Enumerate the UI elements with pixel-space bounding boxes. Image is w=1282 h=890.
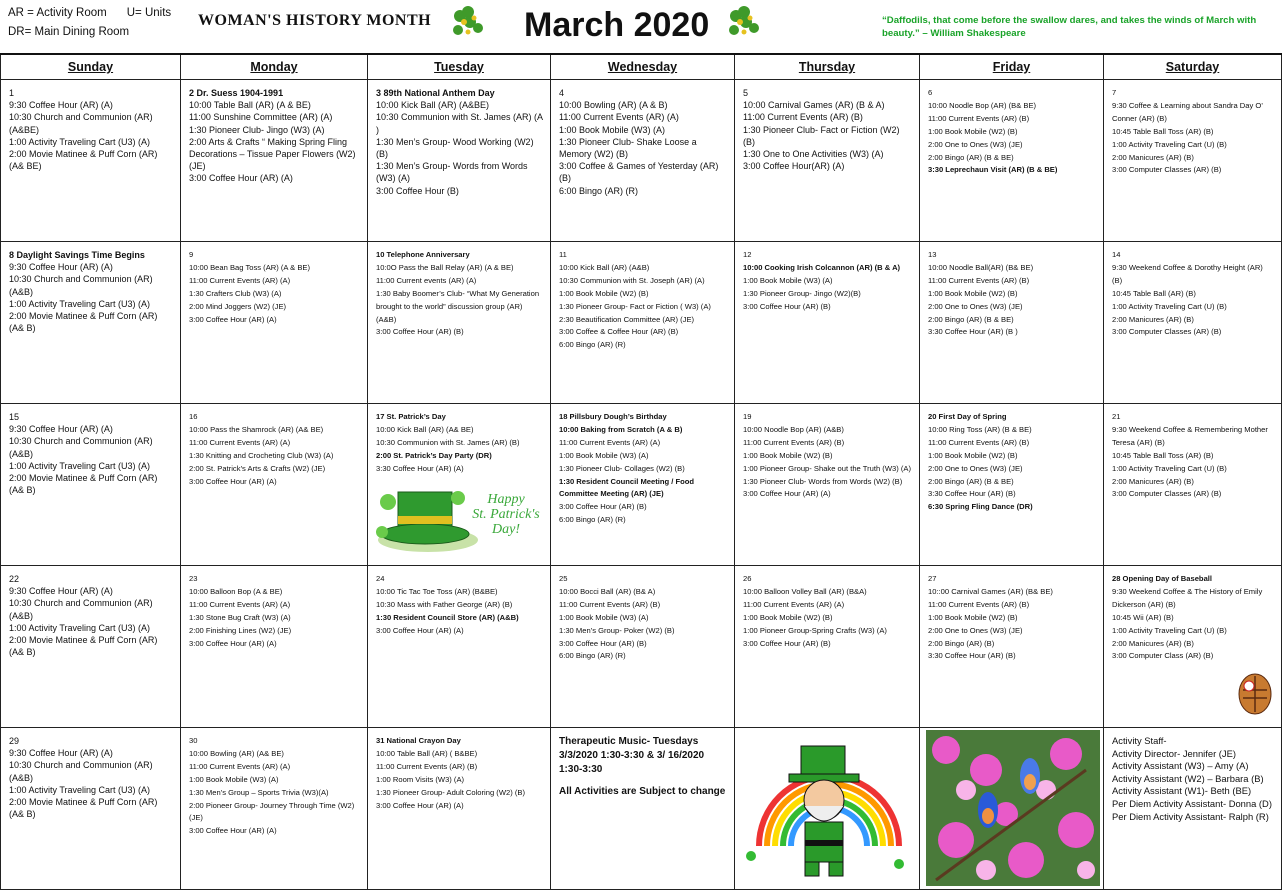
event-line: 1:00 Room Visits (W3) (A)	[376, 774, 465, 784]
event-line: 3:00 Coffee Hour (AR) (B)	[376, 327, 464, 337]
event-line: 1:00 Book Mobile (W3) (A)	[559, 450, 649, 460]
event-line: 10:00 Kick Ball (AR) (A&B)	[559, 262, 650, 272]
staff-line: Activity Assistant (W2) – Barbara (B)	[1112, 772, 1264, 784]
shamrock-icon	[448, 4, 488, 40]
day-cell	[1104, 80, 1282, 242]
event-line: 9:30 Coffee Hour (AR) (A)	[9, 100, 113, 111]
event-line: 2:00 Manicures (AR) (B)	[1112, 476, 1194, 486]
weekday-thursday: Thursday	[735, 54, 920, 80]
day-number: 25	[559, 574, 568, 583]
event-line: 2:00 Mind Joggers (W2) (JE)	[189, 301, 287, 311]
st-patricks-hat-picture	[372, 482, 544, 556]
event-line: 2:00 One to Ones (W3) (JE)	[928, 301, 1023, 311]
day-number: 16	[189, 412, 198, 421]
day-number: 19	[743, 412, 752, 421]
event-line: 11:00 Current Events (AR) (A)	[743, 599, 845, 609]
day-number: 21	[1112, 412, 1121, 421]
day-number: 12	[743, 250, 752, 259]
day-number: 20 First Day of Spring	[928, 412, 1007, 421]
day-cell	[1, 80, 181, 242]
music-note: Therapeutic Music- Tuesdays 3/3/2020 1:30-3:30 & 3/ 16/2020 1:30-3:30	[559, 736, 705, 775]
day-cell	[551, 566, 735, 728]
event-line: 10:30 Mass with Father George (AR) (B)	[376, 599, 513, 609]
weekday-sunday: Sunday	[1, 54, 181, 80]
event-line: 11:00 Current Events (AR) (B)	[559, 599, 661, 609]
staff-line: Activity Assistant (W3) – Amy (A)	[1112, 760, 1249, 772]
week-row	[1, 80, 1282, 242]
event-line: 3:00 Coffee Hour (AR) (B)	[559, 502, 647, 512]
day-number: 15	[9, 412, 20, 422]
staff-line: Per Diem Activity Assistant- Ralph (R)	[1112, 810, 1269, 822]
event-line: 3:00 Coffee Hour (AR) (A)	[376, 800, 464, 810]
day-number: 24	[376, 574, 385, 583]
day-number: 31 National Crayon Day	[376, 736, 461, 745]
event-line: 10::00 Carnival Games (AR) (B& BE)	[928, 586, 1053, 596]
event-line: 1:30 Resident Council Store (AR) (A&B)	[376, 612, 519, 622]
day-number: 7	[1112, 88, 1117, 97]
event-line: 6:00 Bingo (AR) (R)	[559, 185, 639, 196]
event-line: 2:00 Movie Matinee & Puff Corn (AR) (A& B)	[9, 473, 158, 496]
event-line: 2:00 One to Ones (W3) (JE)	[928, 139, 1023, 149]
calendar-grid	[0, 53, 1282, 890]
event-line: 1:00 Pioneer Group- Shake out the Truth (W3) (A)	[743, 463, 911, 473]
day-number: 13	[928, 250, 937, 259]
day-cell	[368, 728, 551, 890]
event-line: 6:00 Bingo (AR) (R)	[559, 515, 626, 525]
day-number: 10 Telephone Anniversary	[376, 250, 470, 259]
birds-picture	[926, 730, 1100, 886]
event-line: 1:00 Book Mobile (W2) (B)	[928, 288, 1018, 298]
day-cell	[920, 566, 1104, 728]
event-line: 2:00 Finishing Lines (W2) (JE)	[189, 625, 292, 635]
event-line: 1:30 Pioneer Group- Fact or Fiction ( W3) (A)	[559, 301, 711, 311]
event-line: 1:00 Activity Traveling Cart (U) (B)	[1112, 301, 1227, 311]
event-line: 1:30 Men’s Group – Sports Trivia (W3)(A)	[189, 787, 329, 797]
week-row	[1, 566, 1282, 728]
event-line: 6:00 Bingo (AR) (R)	[559, 651, 626, 661]
day-number: 1	[9, 88, 15, 98]
theme-heading: WOMAN'S HISTORY MONTH	[198, 12, 432, 29]
weekday-saturday: Saturday	[1104, 54, 1282, 80]
event-line: 10:00 Noodle Ball(AR) (B& BE)	[928, 262, 1034, 272]
day-cell	[1, 566, 181, 728]
weekday-tuesday: Tuesday	[368, 54, 551, 80]
weekday-friday: Friday	[920, 54, 1104, 80]
day-cell	[1, 728, 181, 890]
event-line: 2:00 St. Patrick’s Day Party (DR)	[376, 450, 492, 460]
day-cell	[920, 242, 1104, 404]
event-line: 2:30 Beautification Committee (AR) (JE)	[559, 314, 695, 324]
day-number: 8 Daylight Savings Time Begins	[9, 250, 145, 260]
staff-list	[1112, 735, 1275, 823]
day-cell	[368, 566, 551, 728]
event-line: 3:00 Coffee & Games of Yesterday (AR) (B)	[559, 161, 719, 184]
event-line: 10:30 Church and Communion (AR) (A&B)	[9, 274, 153, 297]
day-number: 14	[1112, 250, 1121, 259]
event-line: 2:00 Movie Matinee & Puff Corn (AR) (A& BE)	[9, 149, 158, 172]
event-line: 11:00 Current Events (AR) (A)	[559, 112, 679, 123]
event-line: 10:30 Church and Communion (AR) (A&B)	[9, 760, 153, 783]
day-cell	[1104, 242, 1282, 404]
event-line: 11:00 Current Events (AR) (A)	[559, 437, 661, 447]
event-line: 3:30 Coffee Hour (AR) (A)	[376, 463, 464, 473]
shamrock-icon	[724, 4, 764, 40]
event-line: 3:30 Coffee Hour (AR) (B)	[928, 651, 1016, 661]
staff-cell	[1104, 728, 1282, 890]
event-line: 1:00 Book Mobile (W2) (B)	[928, 450, 1018, 460]
event-line: 1:30 Pioneer Club- Jingo (W3) (A)	[189, 124, 325, 135]
event-line: 1:00 Book Mobile (W2) (B)	[928, 126, 1018, 136]
legend-ar: AR = Activity Room	[8, 7, 107, 19]
event-line: 3:30 Leprechaun Visit (AR) (B & BE)	[928, 165, 1058, 175]
event-line: 1:00 Activity Traveling Cart (U) (B)	[1112, 139, 1227, 149]
event-line: 3:00 Coffee Hour (AR) (A)	[376, 625, 464, 635]
spring-birds-cell	[920, 728, 1104, 890]
staff-line: Activity Staff-	[1112, 735, 1167, 746]
event-line: 1:00 Book Mobile (W2) (B)	[559, 288, 649, 298]
event-line: 11:00 Current Events (AR) (A)	[189, 275, 291, 285]
day-number: 27	[928, 574, 937, 583]
event-line: 1:00 Book Mobile (W2) (B)	[743, 612, 833, 622]
event-line: 1:00 Book Mobile (W2) (B)	[928, 612, 1018, 622]
event-line: 9:30 Weekend Coffee & Remembering Mother Teresa (AR) (B)	[1112, 424, 1268, 447]
event-line: 1:30 Resident Council Meeting / Food Committee Meeting (AR) (JE)	[559, 476, 695, 499]
event-line: 10:00 Tic Tac Toe Toss (AR) (B&BE)	[376, 586, 498, 596]
event-line: 1:30 Pioneer Group- Jingo (W2)(B)	[743, 288, 861, 298]
day-cell	[1, 404, 181, 566]
day-text: Day!	[492, 522, 520, 537]
event-line: 1:00 Book Mobile (W2) (B)	[743, 450, 833, 460]
event-line: 9:30 Coffee Hour (AR) (A)	[9, 586, 113, 597]
event-line: 2:00 Manicures (AR) (B)	[1112, 152, 1194, 162]
day-cell	[368, 404, 551, 566]
event-line: 1:00 Activity Traveling Cart (U3) (A)	[9, 784, 151, 795]
event-line: 10:00 Bowling (AR) (A & B)	[559, 100, 668, 111]
event-line: 10:00 Ring Toss (AR) (B & BE)	[928, 424, 1032, 434]
staff-line: Activity Assistant (W1)- Beth (BE)	[1112, 785, 1252, 797]
event-line: 3:00 Coffee Hour (AR) (B)	[743, 638, 831, 648]
day-number: 17 St. Patrick’s Day	[376, 412, 446, 421]
event-line: 9:30 Coffee Hour (AR) (A)	[9, 424, 113, 435]
event-line: 2:00 Manicures (AR) (B)	[1112, 638, 1194, 648]
event-line: 3:00 Coffee Hour (B)	[376, 185, 459, 196]
day-cell	[920, 404, 1104, 566]
event-line: 10:30 Church and Communion (AR) (A&B)	[9, 598, 153, 621]
event-line: 3:00 Coffee Hour (AR) (A)	[189, 314, 277, 324]
legend-dr: DR= Main Dining Room	[8, 26, 130, 38]
day-cell	[735, 566, 920, 728]
event-line: 1:30 Pioneer Club- Shake Loose a Memory (W2) (B)	[559, 136, 697, 160]
staff-line: Per Diem Activity Assistant- Donna (D)	[1112, 797, 1272, 809]
event-line: 3:00 Coffee Hour (AR) (A)	[189, 826, 277, 836]
event-line: 1:00 Pioneer Group-Spring Crafts (W3) (A)	[743, 625, 887, 635]
event-line: 9:30 Weekend Coffee & Dorothy Height (AR) (B)	[1112, 262, 1263, 285]
event-line: 2:00 Bingo (AR) (B & BE)	[928, 476, 1014, 486]
event-line: 11:00 Current Events (AR) (B)	[928, 275, 1030, 285]
event-line: 10:30 Communion with St. James (AR) (B)	[376, 437, 520, 447]
event-line: 1:00 Book Mobile (W3) (A)	[559, 612, 649, 622]
event-line: 1:00 Activity Traveling Cart (U3) (A)	[9, 460, 151, 471]
leprechaun-cell	[735, 728, 920, 890]
event-line: 1:30 Crafters Club (W3) (A)	[189, 288, 282, 298]
day-cell	[1104, 404, 1282, 566]
day-number: 2 Dr. Suess 1904-1991	[189, 88, 284, 98]
event-line: 10:0O Pass the Ball Relay (AR) (A & BE)	[376, 262, 514, 272]
event-line: 1:00 Activity Traveling Cart (U) (B)	[1112, 463, 1227, 473]
day-number: 4	[559, 88, 565, 98]
day-cell	[368, 242, 551, 404]
weekday-wednesday: Wednesday	[551, 54, 735, 80]
event-line: 1:30 Pioneer Club- Fact or Fiction (W2) (B)	[743, 124, 900, 147]
day-number: 30	[189, 736, 198, 745]
event-line: 10:00 Carnival Games (AR) (B & A)	[743, 100, 885, 111]
event-line: 1:00 Activity Traveling Cart (U3) (A)	[9, 622, 151, 633]
event-line: 10:30 Communion with St. Joseph (AR) (A)	[559, 275, 705, 285]
event-line: 2:00 Movie Matinee & Puff Corn (AR) (A& B)	[9, 797, 158, 820]
event-line: 11:00 Current Events (AR) (A)	[189, 761, 291, 771]
day-cell	[1104, 566, 1282, 728]
day-cell	[551, 242, 735, 404]
event-line: 2:00 St. Patrick’s Arts & Crafts (W2) (JE)	[189, 463, 326, 473]
event-line: 10:00 Kick Ball (AR) (A& BE)	[376, 424, 474, 434]
event-line: 3:30 Coffee Hour (AR) (B)	[928, 489, 1016, 499]
event-line: 10:30 Communion with St. James (AR) (A )	[376, 112, 543, 135]
notes-cell	[551, 728, 735, 890]
event-line: 11:00 Current Events (AR) (B)	[376, 761, 478, 771]
event-line: 3:00 Coffee Hour(AR) (A)	[743, 161, 845, 172]
day-number: 29	[9, 736, 20, 746]
week-row	[1, 242, 1282, 404]
event-line: 3:00 Coffee & Coffee Hour (AR) (B)	[559, 327, 679, 337]
event-line: 3:00 Coffee Hour (AR) (A)	[743, 489, 831, 499]
event-line: 10:45 Table Ball Toss (AR) (B)	[1112, 126, 1214, 136]
day-cell	[181, 728, 368, 890]
event-line: 1:00 Book Mobile (W3) (A)	[189, 774, 279, 784]
event-line: 3:00 Coffee Hour (AR) (A)	[189, 638, 277, 648]
event-line: 10:00 Table Ball (AR) ( B&BE)	[376, 748, 478, 758]
event-line: 6:30 Spring Fling Dance (DR)	[928, 502, 1033, 512]
event-line: 10:00 Noodle Bop (AR) (B& BE)	[928, 100, 1037, 110]
event-line: 3:00 Computer Classes (AR) (B)	[1112, 327, 1222, 337]
day-number: 23	[189, 574, 198, 583]
day-cell	[1, 242, 181, 404]
legend	[8, 4, 191, 42]
happy-text: Happy	[487, 492, 525, 507]
event-line: 2:00 Arts & Crafts “ Making Spring Fling Decorations – Tissue Paper Flowers (W2) (JE)	[189, 136, 356, 172]
event-line: 2:00 Pioneer Group- Journey Through Time (W2) (JE)	[189, 800, 355, 823]
event-line: 11:00 Current events (AR) (A)	[376, 275, 477, 285]
event-line: 3:00 Computer Classes (AR) (B)	[1112, 165, 1222, 175]
weekday-monday: Monday	[181, 54, 368, 80]
event-line: 2:00 One to Ones (W3) (JE)	[928, 463, 1023, 473]
event-line: 11:00 Sunshine Committee (AR) (A)	[189, 112, 333, 123]
event-line: 3:00 Coffee Hour (AR) (B)	[743, 301, 831, 311]
day-cell	[181, 566, 368, 728]
event-line: 11:00 Current Events (AR) (B)	[928, 113, 1030, 123]
event-line: 10:00 Balloon Bop (A & BE)	[189, 586, 283, 596]
event-line: 3:00 Computer Class (AR) (B)	[1112, 651, 1214, 661]
event-line: 10:00 Pass the Shamrock (AR) (A& BE)	[189, 424, 324, 434]
event-line: 1:30 Baby Boomer’s Club- “What My Generation brought to the world” discussion group (AR) (A&B)	[376, 288, 540, 324]
event-line: 1:30 Pioneer Group- Adult Coloring (W2) (B)	[376, 787, 525, 797]
event-line: 2:00 Manicures (AR) (B)	[1112, 314, 1194, 324]
event-line: 1:30 One to One Activities (W3) (A)	[743, 149, 884, 160]
event-line: 2:00 Movie Matinee & Puff Corn (AR) (A& B)	[9, 311, 158, 334]
day-number: 5	[743, 88, 749, 98]
event-line: 3:00 Coffee Hour (AR) (A)	[189, 476, 277, 486]
event-line: 9:30 Coffee Hour (AR) (A)	[9, 748, 113, 759]
event-line: 3:00 Computer Classes (AR) (B)	[1112, 489, 1222, 499]
event-line: 10:00 Bocci Ball (AR) (B& A)	[559, 586, 656, 596]
event-line: 6:00 Bingo (AR) (R)	[559, 340, 626, 350]
st-patricks-text: St. Patrick's	[472, 507, 540, 522]
event-line: 1:30 Stone Bug Craft (W3) (A)	[189, 612, 291, 622]
weekday-header-row	[1, 54, 1282, 80]
day-cell	[735, 242, 920, 404]
event-line: 1:30 Men’s Group- Words from Words (W3) (A)	[376, 161, 528, 184]
event-line: 1:30 Pioneer Club- Collages (W2) (B)	[559, 463, 685, 473]
day-cell	[181, 242, 368, 404]
event-line: 1:30 Men’s Group- Poker (W2) (B)	[559, 625, 675, 635]
day-cell	[551, 404, 735, 566]
week-row	[1, 404, 1282, 566]
event-line: 9:30 Coffee & Learning about Sandra Day O’ Conner (AR) (B)	[1112, 100, 1263, 123]
day-number: 6	[928, 88, 933, 97]
event-line: 10:00 Kick Ball (AR) (A&BE)	[376, 100, 490, 111]
event-line: 10:00 Cooking Irish Colcannon (AR) (B & A)	[743, 262, 901, 272]
event-line: 1:00 Activity Traveling Cart (U3) (A)	[9, 136, 151, 147]
quote: “Daffodils, that come before the swallow dares, and takes the winds of March with beauty.” – William Shakespeare	[882, 15, 1257, 39]
event-line: 1:00 Book Mobile (W3) (A)	[559, 124, 666, 135]
event-line: 11:00 Current Events (AR) (A)	[189, 599, 291, 609]
event-line: 11:00 Current Events (AR) (B)	[928, 599, 1030, 609]
day-cell	[551, 80, 735, 242]
page-title: March 2020	[524, 6, 710, 44]
day-number: 3 89th National Anthem Day	[376, 88, 495, 98]
event-line: 1:30 Men’s Group- Wood Working (W2) (B)	[376, 136, 534, 160]
event-line: 10:00 Baking from Scratch (A & B)	[559, 424, 683, 434]
subject-note: All Activities are Subject to change	[559, 786, 726, 797]
event-line: 2:00 Bingo (AR) (B & BE)	[928, 314, 1014, 324]
event-line: 1:30 Knitting and Crocheting Club (W3) (A)	[189, 450, 334, 460]
leprechaun-icon	[739, 736, 914, 886]
event-line: 10:00 Bean Bag Toss (AR) (A & BE)	[189, 262, 310, 272]
event-line: 1:00 Book Mobile (W3) (A)	[743, 275, 833, 285]
event-line: 9:30 Weekend Coffee & The History of Emily Dickerson (AR) (B)	[1112, 586, 1263, 609]
day-number: 22	[9, 574, 20, 584]
day-number: 26	[743, 574, 752, 583]
event-line: 2:00 One to Ones (W3) (JE)	[928, 625, 1023, 635]
event-line: 10:45 Table Ball (AR) (B)	[1112, 288, 1196, 298]
event-line: 1:00 Activity Traveling Cart (U3) (A)	[9, 298, 151, 309]
legend-units: U= Units	[126, 7, 172, 19]
day-cell	[368, 80, 551, 242]
day-cell	[181, 404, 368, 566]
day-number: 18 Pillsbury Dough’s Birthday	[559, 412, 667, 421]
baseball-glove-icon	[1235, 672, 1275, 721]
event-line: 1:00 Activity Traveling Cart (U) (B)	[1112, 625, 1227, 635]
day-number: 11	[559, 250, 567, 259]
event-line: 10:30 Church and Communion (AR) (A&B)	[9, 436, 153, 459]
event-line: 2:00 Bingo (AR) (B)	[928, 638, 995, 648]
staff-line: Activity Director- Jennifer (JE)	[1112, 747, 1236, 759]
event-line: 11:00 Current Events (AR) (B)	[928, 437, 1030, 447]
event-line: 1:30 Pioneer Club- Words from Words (W2) (B)	[743, 476, 903, 486]
event-line: 3:00 Coffee Hour (AR) (B)	[559, 638, 647, 648]
event-line: 11:00 Current Events (AR) (A)	[189, 437, 291, 447]
event-line: 3:30 Coffee Hour (AR) (B )	[928, 327, 1018, 337]
event-line: 3:00 Coffee Hour (AR) (A)	[189, 173, 293, 184]
event-line: 11:00 Current Events (AR) (B)	[743, 437, 845, 447]
event-line: 2:00 Bingo (AR) (B & BE)	[928, 152, 1014, 162]
day-cell	[181, 80, 368, 242]
event-line: 10:45 Table Ball Toss (AR) (B)	[1112, 450, 1214, 460]
day-cell	[735, 404, 920, 566]
event-line: 10:30 Church and Communion (AR) (A&BE)	[9, 112, 153, 135]
event-line: 10:00 Balloon Volley Ball (AR) (B&A)	[743, 586, 867, 596]
day-cell	[735, 80, 920, 242]
event-line: 11:00 Current Events (AR) (B)	[743, 112, 863, 123]
day-number: 28 Opening Day of Baseball	[1112, 574, 1213, 583]
day-cell	[920, 80, 1104, 242]
day-number: 9	[189, 250, 194, 259]
event-line: 10:00 Noodle Bop (AR) (A&B)	[743, 424, 844, 434]
event-line: 10:00 Bowling (AR) (A& BE)	[189, 748, 284, 758]
event-line: 9:30 Coffee Hour (AR) (A)	[9, 262, 113, 273]
event-line: 2:00 Movie Matinee & Puff Corn (AR) (A& B)	[9, 635, 158, 658]
week-row	[1, 728, 1282, 890]
event-line: 10:45 Wii (AR) (B)	[1112, 612, 1174, 622]
event-line: 10:00 Table Ball (AR) (A & BE)	[189, 100, 311, 111]
